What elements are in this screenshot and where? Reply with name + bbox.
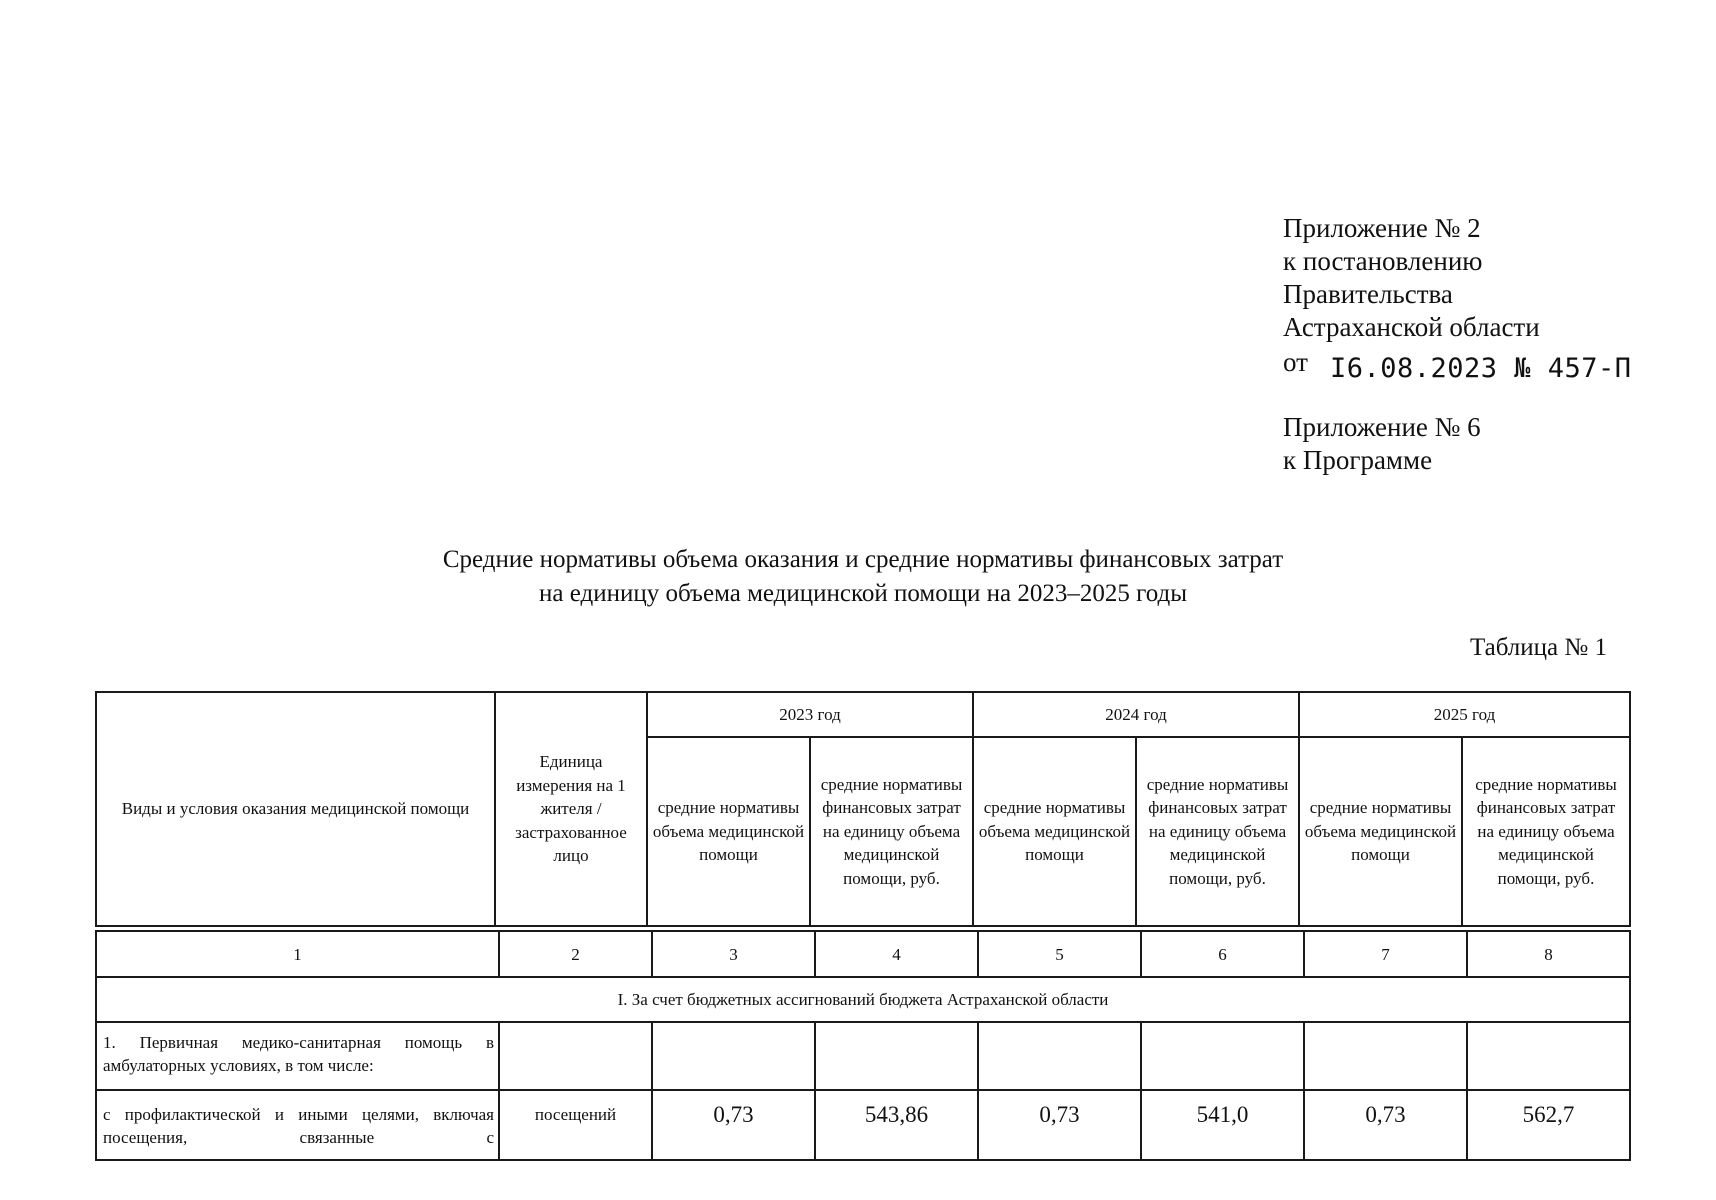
- header-volume-2023: средние нормативы объема медицинской помощи: [647, 737, 810, 926]
- row-kind-of-care: с профилактической и иными целями, включая посещения, связанные с: [96, 1090, 499, 1160]
- header-volume-2024: средние нормативы объема медицинской помощи: [973, 737, 1136, 926]
- date-prefix: от: [1283, 347, 1308, 377]
- row-cost-2023: 543,86: [815, 1090, 978, 1160]
- header-cost-2024: средние нормативы финансовых затрат на единицу объема медицинской помощи, руб.: [1136, 737, 1299, 926]
- column-numbers-row: [96, 931, 1630, 977]
- table-row: [96, 1022, 1630, 1090]
- document-title-line-2: на единицу объема медицинской помощи на 2023–2025 годы: [538, 580, 1188, 607]
- row-volume-2024: 0,73: [978, 1090, 1141, 1160]
- header-unit: Единица измерения на 1 жителя / застрахованное лицо: [495, 692, 647, 926]
- row-cost-2023: [815, 1022, 978, 1090]
- document-title: [0, 543, 1716, 611]
- column-number: 5: [978, 931, 1141, 977]
- column-number: 7: [1304, 931, 1467, 977]
- header-year-2023: 2023 год: [647, 692, 973, 737]
- header-kind-of-care: Виды и условия оказания медицинской помощи: [96, 692, 495, 926]
- row-cost-2024: 541,0: [1141, 1090, 1304, 1160]
- header-cost-2025: средние нормативы финансовых затрат на единицу объема медицинской помощи, руб.: [1462, 737, 1630, 926]
- table-header: [95, 691, 1631, 927]
- table-label: Таблица № 1: [1469, 634, 1607, 661]
- row-volume-2023: 0,73: [652, 1090, 815, 1160]
- column-number: 8: [1467, 931, 1630, 977]
- appendix-region: Астраханской области: [1283, 312, 1540, 342]
- row-cost-2025: [1467, 1022, 1630, 1090]
- header-year-2025: 2025 год: [1299, 692, 1630, 737]
- column-number: 3: [652, 931, 815, 977]
- header-year-2024: 2024 год: [973, 692, 1299, 737]
- program-appendix-number: Приложение № 6: [1283, 412, 1481, 442]
- row-cost-2024: [1141, 1022, 1304, 1090]
- appendix-number: Приложение № 2: [1283, 213, 1481, 243]
- section-title: I. За счет бюджетных ассигнований бюджета Астраханской области: [96, 977, 1630, 1022]
- row-volume-2024: [978, 1022, 1141, 1090]
- table-body: [95, 930, 1631, 1161]
- column-number: 2: [499, 931, 652, 977]
- row-volume-2025: [1304, 1022, 1467, 1090]
- program-appendix-target: к Программе: [1283, 445, 1433, 475]
- column-number: 4: [815, 931, 978, 977]
- appendix-program-block: [1283, 411, 1481, 477]
- section-row: [96, 977, 1630, 1022]
- appendix-resolution-block: [1283, 212, 1632, 384]
- column-number: 1: [96, 931, 499, 977]
- row-volume-2023: [652, 1022, 815, 1090]
- date-stamp: I6.08.2023 № 457-П: [1329, 353, 1632, 384]
- row-kind-of-care: 1. Первичная медико-санитарная помощь в амбулаторных условиях, в том числе:: [96, 1022, 499, 1090]
- column-number: 6: [1141, 931, 1304, 977]
- document-title-line-1: Средние нормативы объема оказания и средние нормативы финансовых затрат: [442, 546, 1284, 573]
- row-unit: [499, 1022, 652, 1090]
- appendix-to-resolution: к постановлению: [1283, 246, 1483, 276]
- appendix-date-line: [1283, 346, 1632, 384]
- row-cost-2025: 562,7: [1467, 1090, 1630, 1160]
- table-row: [96, 1090, 1630, 1160]
- row-volume-2025: 0,73: [1304, 1090, 1467, 1160]
- header-cost-2023: средние нормативы финансовых затрат на единицу объема медицинской помощи, руб.: [810, 737, 973, 926]
- row-unit: посещений: [499, 1090, 652, 1160]
- appendix-government: Правительства: [1283, 279, 1453, 309]
- header-volume-2025: средние нормативы объема медицинской помощи: [1299, 737, 1462, 926]
